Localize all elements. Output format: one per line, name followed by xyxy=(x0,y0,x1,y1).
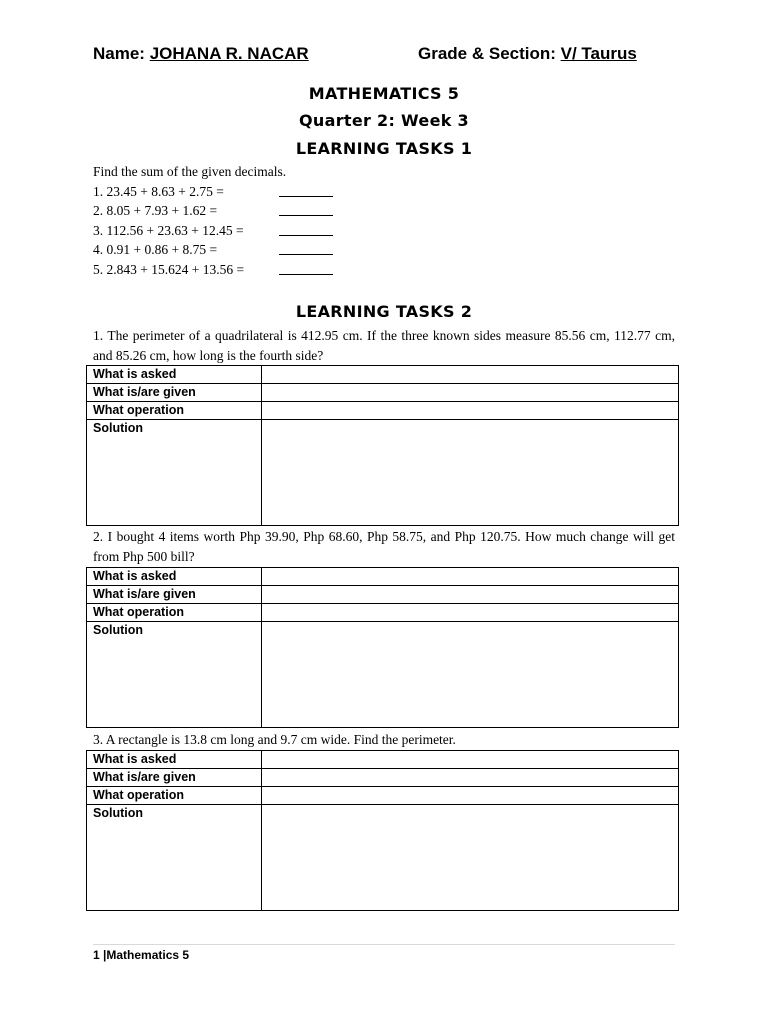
table-row xyxy=(87,420,679,526)
answer-blank[interactable] xyxy=(279,254,333,255)
table-row xyxy=(87,586,679,604)
task1-item xyxy=(93,221,393,240)
table-row xyxy=(87,622,679,728)
task1-item xyxy=(93,260,393,279)
row-label-operation: What operation xyxy=(87,787,262,805)
footer-divider xyxy=(93,944,675,945)
student-name-row xyxy=(93,44,309,64)
task1-item-text: 4. 0.91 + 0.86 + 8.75 = xyxy=(93,242,218,258)
grade-section-value: V/ Taurus xyxy=(560,44,637,63)
answer-blank[interactable] xyxy=(279,235,333,236)
row-label-solution: Solution xyxy=(87,805,262,911)
row-label-asked: What is asked xyxy=(87,366,262,384)
page-footer xyxy=(93,948,189,962)
row-label-given: What is/are given xyxy=(87,586,262,604)
row-label-operation: What operation xyxy=(87,402,262,420)
task1-item-text: 3. 112.56 + 23.63 + 12.45 = xyxy=(93,222,244,238)
row-label-given: What is/are given xyxy=(87,384,262,402)
table-row xyxy=(87,604,679,622)
table-row xyxy=(87,805,679,911)
answer-cell[interactable] xyxy=(262,366,679,384)
learning-tasks-2-title: LEARNING TASKS 2 xyxy=(295,302,473,321)
answer-cell[interactable] xyxy=(262,751,679,769)
footer-separator: | xyxy=(99,948,107,962)
problem-3-table xyxy=(86,750,679,911)
task1-item-text: 2. 8.05 + 7.93 + 1.62 = xyxy=(93,203,218,219)
row-label-operation: What operation xyxy=(87,604,262,622)
table-row xyxy=(87,402,679,420)
row-label-asked: What is asked xyxy=(87,568,262,586)
problem-3-text: 3. A rectangle is 13.8 cm long and 9.7 cm wide. Find the perimeter. xyxy=(93,732,456,747)
row-label-solution: Solution xyxy=(87,420,262,526)
footer-label: Mathematics 5 xyxy=(106,948,190,962)
name-label: Name: xyxy=(93,44,150,63)
solution-cell[interactable] xyxy=(262,805,679,911)
row-label-solution: Solution xyxy=(87,622,262,728)
task1-instruction: Find the sum of the given decimals. xyxy=(93,164,287,179)
grade-label: Grade & Section: xyxy=(418,44,561,63)
answer-blank[interactable] xyxy=(279,215,333,216)
table-row xyxy=(87,769,679,787)
problem-1-text: 1. The perimeter of a quadrilateral is 412.95 cm. If the three known sides measure 85.56 cm, 112.77 cm, and 85.26 cm, how long is the fourth side? xyxy=(93,328,675,363)
answer-blank[interactable] xyxy=(279,274,333,275)
task1-item xyxy=(93,240,393,259)
answer-cell[interactable] xyxy=(262,586,679,604)
answer-cell[interactable] xyxy=(262,787,679,805)
table-row xyxy=(87,384,679,402)
table-row xyxy=(87,568,679,586)
row-label-asked: What is asked xyxy=(87,751,262,769)
learning-tasks-1-title: LEARNING TASKS 1 xyxy=(295,139,473,158)
solution-cell[interactable] xyxy=(262,622,679,728)
row-label-given: What is/are given xyxy=(87,769,262,787)
task1-item-text: 5. 2.843 + 15.624 + 13.56 = xyxy=(93,261,245,277)
table-row xyxy=(87,751,679,769)
task1-item-text: 1. 23.45 + 8.63 + 2.75 = xyxy=(93,184,224,199)
grade-section-row xyxy=(418,44,637,64)
table-row xyxy=(87,366,679,384)
problem-1-table xyxy=(86,365,679,526)
answer-cell[interactable] xyxy=(262,402,679,420)
solution-cell[interactable] xyxy=(262,420,679,526)
task1-item xyxy=(93,201,393,220)
problem-2-table xyxy=(86,567,679,728)
page-number: 1 xyxy=(93,948,100,962)
student-name-value: JOHANA R. NACAR xyxy=(149,44,309,63)
answer-cell[interactable] xyxy=(262,769,679,787)
answer-cell[interactable] xyxy=(262,384,679,402)
answer-cell[interactable] xyxy=(262,568,679,586)
task1-item-list xyxy=(93,182,393,279)
quarter-title: Quarter 2: Week 3 xyxy=(299,111,469,130)
task1-item xyxy=(93,182,393,201)
answer-blank[interactable] xyxy=(279,196,333,197)
problem-2-text: 2. I bought 4 items worth Php 39.90, Php 68.60, Php 58.75, and Php 120.75. How much change will get from Php 500 bill? xyxy=(93,529,675,564)
subject-title: MATHEMATICS 5 xyxy=(308,84,460,103)
table-row xyxy=(87,787,679,805)
answer-cell[interactable] xyxy=(262,604,679,622)
